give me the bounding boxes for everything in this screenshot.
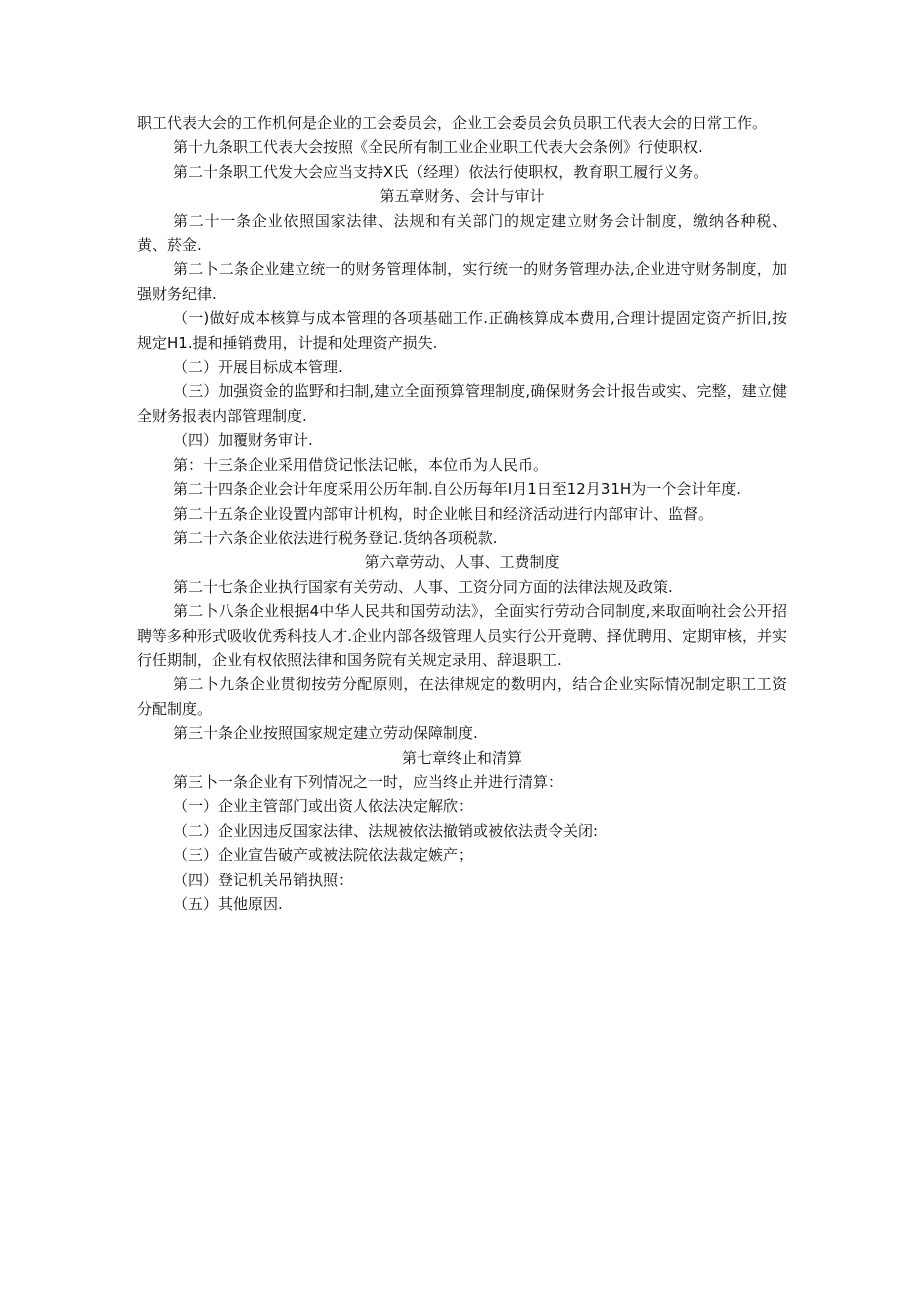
article-23: 第：十三条企业采用借贷记怅法记帐，本位币为人民币。: [173, 455, 549, 474]
article-19: 第十九条职工代表大会按照《全民所有制工业企业职工代表大会条例》行使职权.: [173, 138, 703, 157]
article-20: 第二十条职工代发大会应当支持X氏（经理）依法行使职权，教育职工履行义务。: [173, 162, 709, 181]
paragraph: 职工代表大会的工作机何是企业的工会委员会，企业工会委员会负员职工代表大会的日常工作。: [137, 114, 768, 132]
document-body: [137, 111, 787, 916]
article-22: 第二卜二条企业建立统一的财务管理体制，实行统一的财务管理办法,企业进守财务制度，加强财务纪律.: [137, 260, 787, 303]
article-31-item-3: （三）企业宣告破产或被法院依法裁定嫉产；: [173, 846, 474, 865]
article-22-item-3: （三）加强资金的监野和扫制,建立全面预算管理制度,确保财务会计报告或实、完整，建立健全财务报表内部管理制度.: [137, 382, 787, 425]
article-31-item-4: （四）登记机关吊销执照：: [173, 870, 354, 889]
article-22-item-1: （一)做好成本核算与成本管理的各项基础工作.正确核算成本费用,合理计提固定资产折旧,按规定H1.提和捶销费用，计提和处理资产损失.: [137, 309, 787, 352]
article-30: 第三十条企业按照国家规定建立劳动保障制度.: [173, 724, 478, 743]
article-31-item-1: （一）企业主管部门或出资人依法决定解欣：: [173, 797, 474, 816]
chapter-6-heading: 第六章劳动、人事、工费制度: [364, 553, 560, 572]
article-31-item-2: （二）企业因违反国家法律、法规被依法撤销或被依法责令关闭:: [173, 821, 599, 840]
article-31: 第三卜一条企业有下列情况之一时，应当终止并进行清算：: [173, 772, 564, 791]
article-27: 第二十七条企业执行国家有关劳动、人事、工资分同方面的法律法规及政策.: [173, 577, 673, 596]
article-26: 第二十六条企业依法进行税务登记.货纳各项税款.: [173, 528, 498, 547]
article-29: 第二卜九条企业贯彻按劳分配原则，在法律规定的数明内，结合企业实际情况制定职工工资分配制度。: [137, 675, 787, 718]
article-22-item-4: （四）加覆财务审计.: [173, 431, 313, 450]
article-21: 第二十一条企业依照国家法律、法规和有关部门的规定建立财务会计制度，缴纳各种税、黄、菸金.: [137, 211, 787, 255]
article-25: 第二十五条企业设置内部审计机构，时企业帐目和经济活动进行内部审计、监督。: [173, 504, 714, 523]
article-24: 第二十四条企业会计年度采用公历年制.自公历每年I月1日至12月31H为一个会计年度.: [173, 480, 741, 499]
article-31-item-5: （五）其他原因.: [173, 895, 283, 913]
chapter-7-heading: 第七章终止和清算: [401, 748, 522, 767]
article-22-item-2: （二）开展目标成本管理.: [173, 358, 343, 377]
chapter-5-heading: 第五章财务、会计与审计: [379, 187, 545, 206]
article-28: 第二卜八条企业根据4中华人民共和国劳动法》，全面实行劳动合同制度,来取面响社会公开招聘等多种形式吸收优秀科技人才.企业内部各级管理人员实行公开竟聘、择优聘用、定期审核，并实行任期制，企业有权依照法律和国务院有关规定录用、辞退职工.: [137, 602, 787, 669]
